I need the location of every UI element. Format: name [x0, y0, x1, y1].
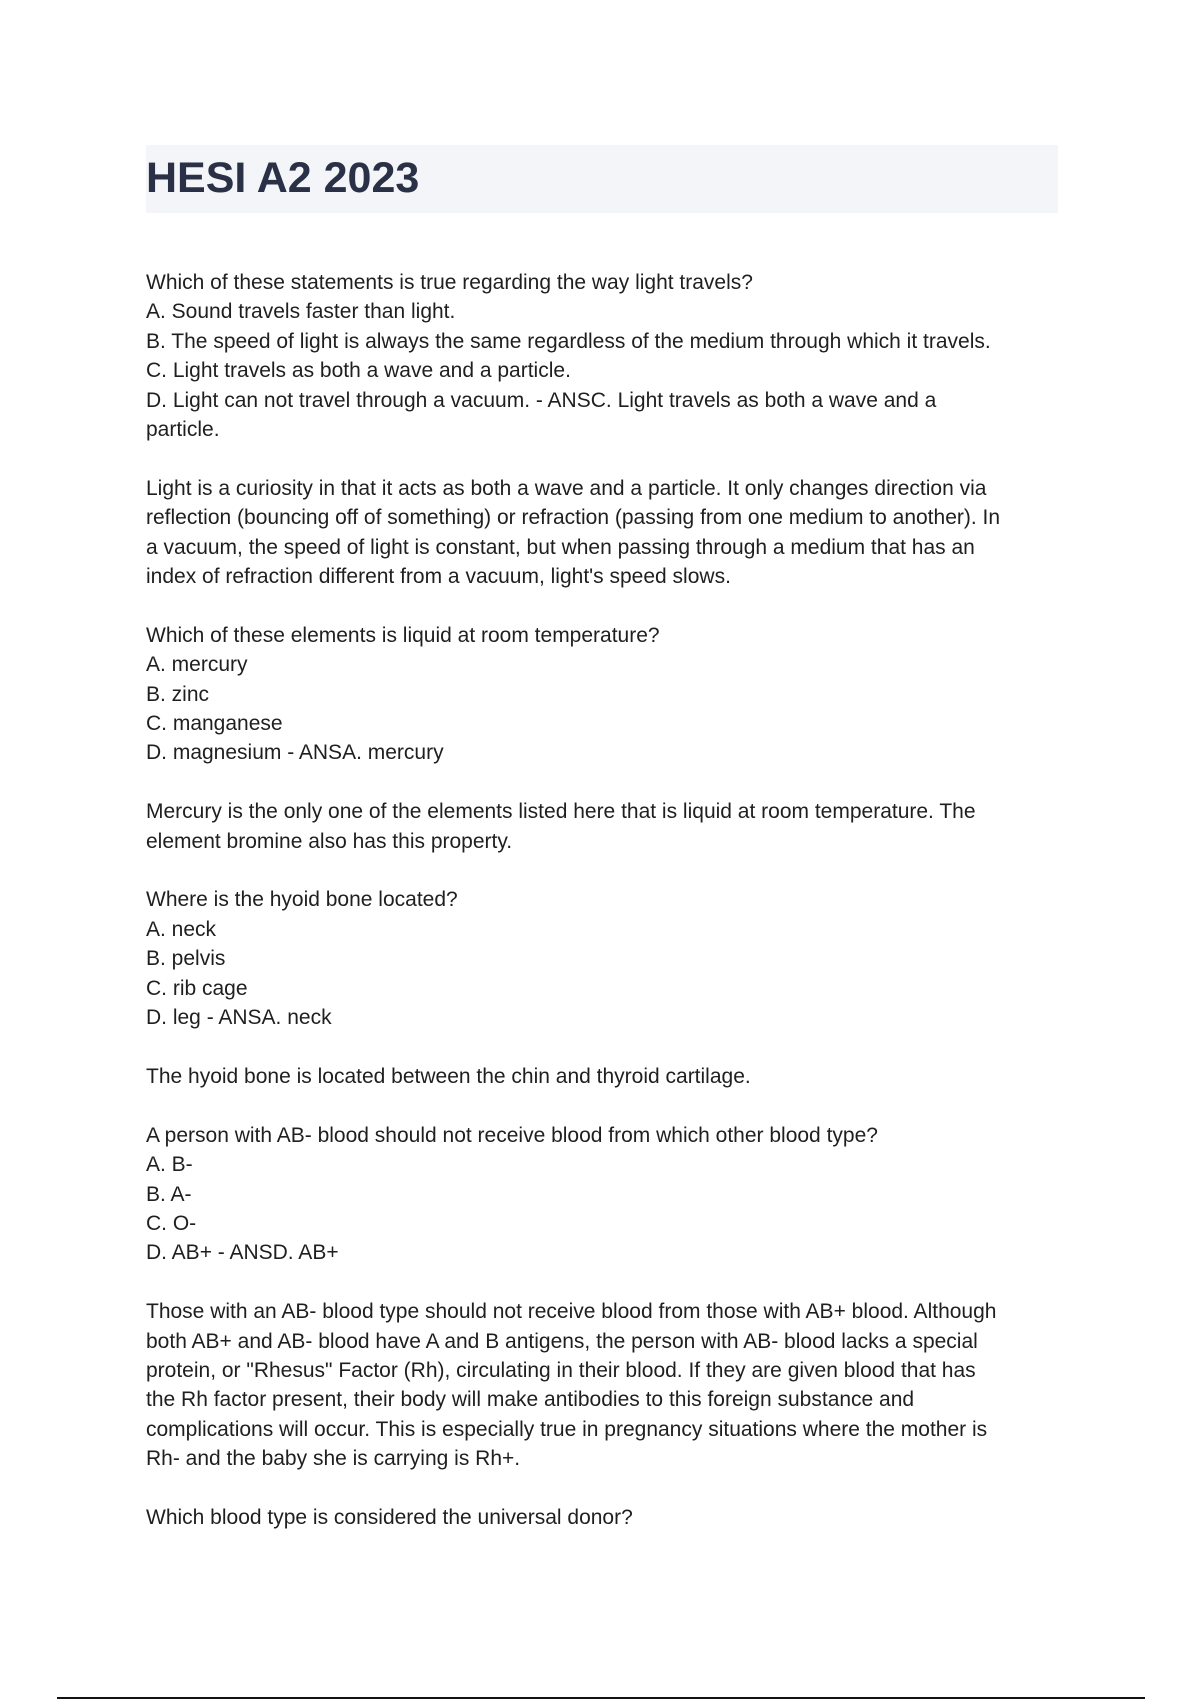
text-line: both AB+ and AB- blood have A and B antigens, the person with AB- blood lacks a special — [146, 1329, 978, 1353]
text-line: Light is a curiosity in that it acts as both a wave and a particle. It only changes direction via — [146, 476, 987, 500]
text-line: A person with AB- blood should not receive blood from which other blood type? — [146, 1123, 878, 1147]
text-line: The hyoid bone is located between the chin and thyroid cartilage. — [146, 1064, 751, 1088]
document-title: HESI A2 2023 — [146, 154, 420, 202]
text-line: D. AB+ - ANSD. AB+ — [146, 1241, 339, 1265]
text-line: reflection (bouncing off of something) or refraction (passing from one medium to another). In — [146, 506, 1001, 530]
text-line: C. manganese — [146, 712, 283, 736]
paragraph-gap — [146, 1268, 1066, 1297]
text-line: C. O- — [146, 1211, 197, 1235]
text-line: B. zinc — [146, 682, 210, 706]
text-line: A. B- — [146, 1153, 193, 1177]
text-line: A. mercury — [146, 653, 248, 677]
paragraph-gap — [146, 768, 1066, 797]
text-line: Mercury is the only one of the elements listed here that is liquid at room temperature. The — [146, 800, 976, 824]
paragraph-gap — [146, 1033, 1066, 1062]
text-line: A. neck — [146, 917, 217, 941]
paragraph-gap — [146, 591, 1066, 620]
text-line: complications will occur. This is especially true in pregnancy situations where the mother is — [146, 1417, 988, 1441]
text-line: D. magnesium - ANSA. mercury — [146, 741, 444, 765]
text-line: B. pelvis — [146, 947, 226, 971]
text-line: protein, or "Rhesus" Factor (Rh), circulating in their blood. If they are given blood that has — [146, 1358, 976, 1382]
text-line: C. Light travels as both a wave and a particle. — [146, 359, 571, 383]
text-line: B. A- — [146, 1182, 192, 1206]
text-line: particle. — [146, 418, 220, 442]
text-line: D. leg - ANSA. neck — [146, 1006, 332, 1030]
text-line: the Rh factor present, their body will make antibodies to this foreign substance and — [146, 1388, 915, 1412]
text-line: C. rib cage — [146, 976, 248, 1000]
text-line: D. Light can not travel through a vacuum. - ANSC. Light travels as both a wave and a — [146, 388, 937, 412]
document-body — [146, 268, 1066, 1532]
text-line: Those with an AB- blood type should not receive blood from those with AB+ blood. Although — [146, 1300, 997, 1324]
text-line: A. Sound travels faster than light. — [146, 300, 456, 324]
text-line: Rh- and the baby she is carrying is Rh+. — [146, 1447, 521, 1471]
text-line: element bromine also has this property. — [146, 829, 513, 853]
paragraph-gap — [146, 444, 1066, 473]
text-line: index of refraction different from a vacuum, light's speed slows. — [146, 565, 731, 589]
paragraph-gap — [146, 1474, 1066, 1503]
text-line: Which blood type is considered the universal donor? — [146, 1505, 633, 1529]
text-line: Where is the hyoid bone located? — [146, 888, 458, 912]
paragraph-gap — [146, 856, 1066, 885]
text-line: Which of these elements is liquid at room temperature? — [146, 623, 660, 647]
title-banner — [146, 145, 1058, 213]
page-divider — [57, 1697, 1145, 1699]
paragraph-gap — [146, 1091, 1066, 1120]
text-line: Which of these statements is true regarding the way light travels? — [146, 271, 753, 294]
text-line: a vacuum, the speed of light is constant, but when passing through a medium that has an — [146, 535, 975, 559]
text-line: B. The speed of light is always the same regardless of the medium through which it travels. — [146, 329, 991, 353]
